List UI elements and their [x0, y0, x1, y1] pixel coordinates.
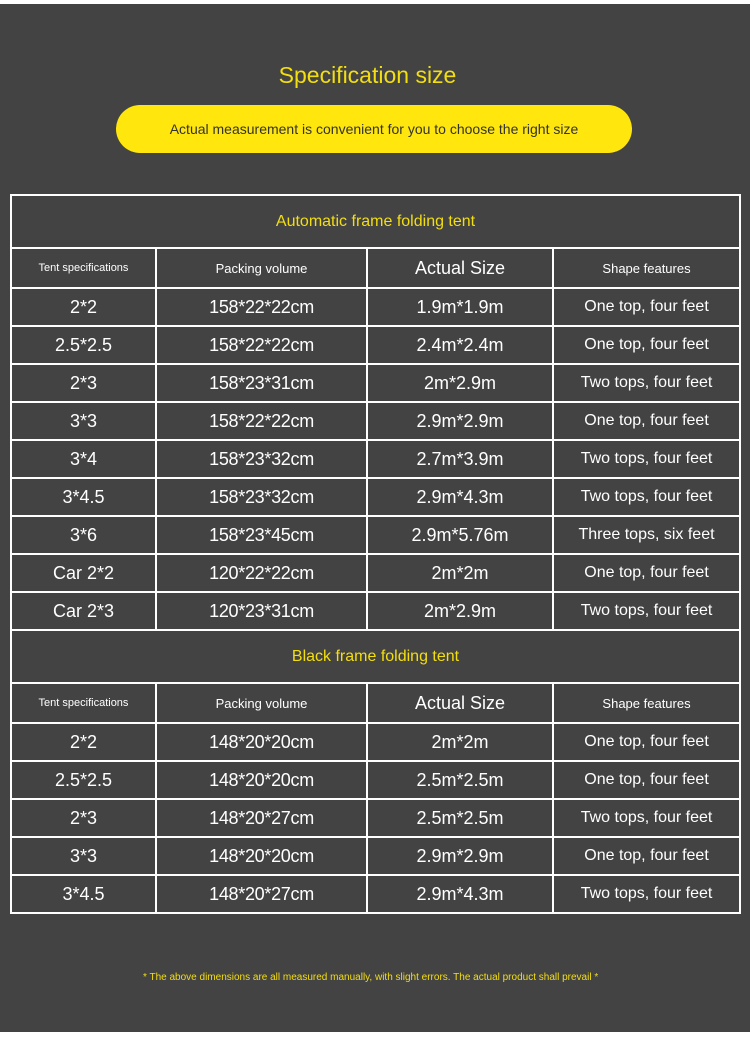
page-title: Specification size — [278, 62, 457, 88]
section-title: Automatic frame folding tent — [11, 195, 740, 248]
cell-packing-volume: 148*20*20cm — [156, 837, 367, 875]
cell-spec: 2*3 — [11, 364, 156, 402]
cell-spec: 2*3 — [11, 799, 156, 837]
header-shape-features: Shape features — [553, 248, 740, 288]
table-row — [11, 592, 740, 630]
cell-packing-volume: 120*22*22cm — [156, 554, 367, 592]
table-row — [11, 761, 740, 799]
cell-actual-size: 2.5m*2.5m — [367, 799, 553, 837]
header-actual-size: Actual Size — [367, 683, 553, 723]
table-row — [11, 554, 740, 592]
cell-actual-size: 2.7m*3.9m — [367, 440, 553, 478]
cell-shape-features: Three tops, six feet — [553, 516, 740, 554]
table-row — [11, 875, 740, 913]
cell-packing-volume: 148*20*27cm — [156, 799, 367, 837]
table-row — [11, 516, 740, 554]
section-title-row — [11, 630, 740, 683]
table-row — [11, 288, 740, 326]
header-packing-volume: Packing volume — [156, 683, 367, 723]
header-tent-specifications: Tent specifications — [11, 248, 156, 288]
cell-shape-features: One top, four feet — [553, 326, 740, 364]
cell-spec: 3*3 — [11, 402, 156, 440]
table-row — [11, 364, 740, 402]
cell-actual-size: 2.4m*2.4m — [367, 326, 553, 364]
cell-actual-size: 2.9m*4.3m — [367, 478, 553, 516]
disclaimer-note: * The above dimensions are all measured manually, with slight errors. The actual product shall prevail * — [143, 972, 599, 983]
header-actual-size: Actual Size — [367, 248, 553, 288]
cell-packing-volume: 158*23*45cm — [156, 516, 367, 554]
cell-actual-size: 2m*2.9m — [367, 364, 553, 402]
cell-spec: 2.5*2.5 — [11, 761, 156, 799]
cell-actual-size: 2m*2.9m — [367, 592, 553, 630]
cell-packing-volume: 148*20*20cm — [156, 761, 367, 799]
cell-shape-features: One top, four feet — [553, 837, 740, 875]
header-row — [11, 248, 740, 288]
subtitle-banner — [116, 105, 632, 153]
cell-shape-features: Two tops, four feet — [553, 799, 740, 837]
cell-shape-features: One top, four feet — [553, 288, 740, 326]
cell-packing-volume: 158*22*22cm — [156, 402, 367, 440]
cell-shape-features: Two tops, four feet — [553, 364, 740, 402]
cell-packing-volume: 158*22*22cm — [156, 288, 367, 326]
cell-shape-features: Two tops, four feet — [553, 875, 740, 913]
cell-packing-volume: 158*23*31cm — [156, 364, 367, 402]
cell-spec: 3*4.5 — [11, 478, 156, 516]
cell-spec: 2*2 — [11, 288, 156, 326]
cell-spec: 3*4 — [11, 440, 156, 478]
cell-actual-size: 2m*2m — [367, 554, 553, 592]
spec-page — [0, 4, 750, 1032]
header-shape-features: Shape features — [553, 683, 740, 723]
cell-shape-features: Two tops, four feet — [553, 478, 740, 516]
cell-spec: 2*2 — [11, 723, 156, 761]
table-row — [11, 402, 740, 440]
table-row — [11, 478, 740, 516]
cell-spec: 3*6 — [11, 516, 156, 554]
cell-shape-features: Two tops, four feet — [553, 592, 740, 630]
cell-shape-features: One top, four feet — [553, 402, 740, 440]
cell-shape-features: One top, four feet — [553, 761, 740, 799]
cell-actual-size: 2m*2m — [367, 723, 553, 761]
table-row — [11, 326, 740, 364]
cell-spec: 3*3 — [11, 837, 156, 875]
cell-actual-size: 2.9m*2.9m — [367, 402, 553, 440]
cell-packing-volume: 120*23*31cm — [156, 592, 367, 630]
cell-shape-features: One top, four feet — [553, 723, 740, 761]
cell-actual-size: 2.9m*4.3m — [367, 875, 553, 913]
cell-packing-volume: 148*20*27cm — [156, 875, 367, 913]
cell-spec: 2.5*2.5 — [11, 326, 156, 364]
spec-table — [10, 194, 741, 914]
cell-actual-size: 1.9m*1.9m — [367, 288, 553, 326]
cell-actual-size: 2.9m*5.76m — [367, 516, 553, 554]
section-title-row — [11, 195, 740, 248]
cell-actual-size: 2.9m*2.9m — [367, 837, 553, 875]
table-row — [11, 799, 740, 837]
table-row — [11, 440, 740, 478]
cell-packing-volume: 158*23*32cm — [156, 478, 367, 516]
header-packing-volume: Packing volume — [156, 248, 367, 288]
header-tent-specifications: Tent specifications — [11, 683, 156, 723]
cell-spec: Car 2*2 — [11, 554, 156, 592]
cell-shape-features: One top, four feet — [553, 554, 740, 592]
header-row — [11, 683, 740, 723]
cell-packing-volume: 148*20*20cm — [156, 723, 367, 761]
cell-spec: Car 2*3 — [11, 592, 156, 630]
table-row — [11, 723, 740, 761]
cell-actual-size: 2.5m*2.5m — [367, 761, 553, 799]
table-row — [11, 837, 740, 875]
section-title: Black frame folding tent — [11, 630, 740, 683]
cell-shape-features: Two tops, four feet — [553, 440, 740, 478]
cell-packing-volume: 158*22*22cm — [156, 326, 367, 364]
subtitle-text: Actual measurement is convenient for you to choose the right size — [169, 121, 579, 137]
cell-packing-volume: 158*23*32cm — [156, 440, 367, 478]
cell-spec: 3*4.5 — [11, 875, 156, 913]
